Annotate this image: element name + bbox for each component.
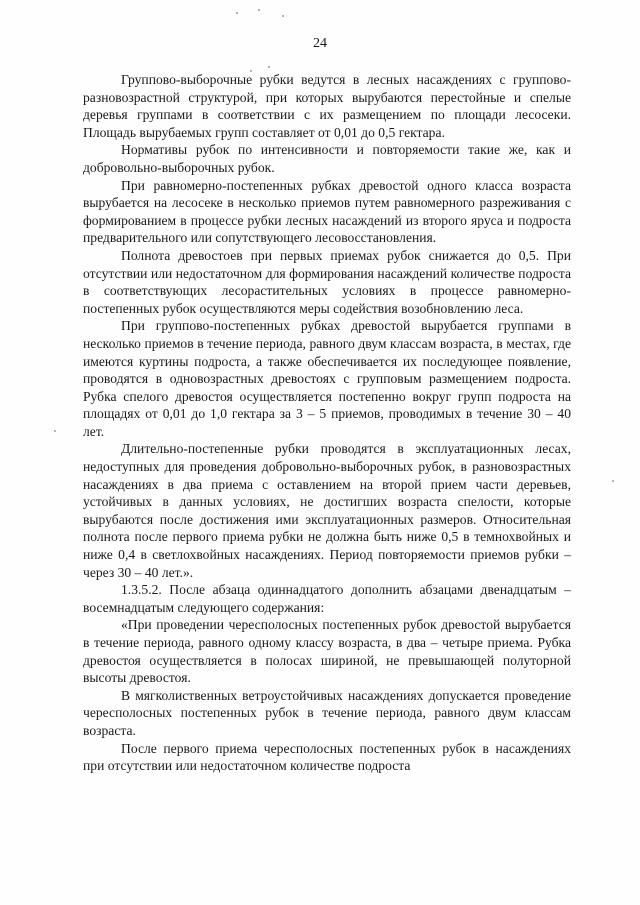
document-body <box>83 71 571 775</box>
paragraph-soft-leaved: В мягколиственных ветроустойчивых насаждениях допускается проведение чересполосных постепенных рубок в течение периода, равного двум классам возраста. <box>83 687 571 738</box>
paragraph-strip-gradual: «При проведении чересполосных постепенных рубок древостой вырубается в течение периода, равного одному классу возраста, в два – четыре приема. Рубка древостоя осуществляется в полосах шириной, не превышающей полуторной высоты древостоя. <box>83 617 571 686</box>
paragraph-group-gradual: При группово-постепенных рубках древостой вырубается группами в несколько приемов в течение периода, равного двум классам возраста, в местах, где имеются куртины подроста, а также обеспечивается их последующее появление, проводятся в одновозрастных древостоях с групповым размещением подроста. Рубка спелого древостоя осуществляется постепенно вокруг групп подроста на площадях от 0,01 до 1,0 гектара за 3 – 5 приемов, проводимых в течение 30 – 40 лет. <box>83 318 571 439</box>
paragraph-group-selective: Группово-выборочные рубки ведутся в лесных насаждениях с группово-разновозрастной структурой, при которых вырубаются перестойные и спелые деревья группами в соответствии с их размещением по площади лесосеки. Площадь вырубаемых групп составляет от 0,01 до 0,5 гектара. <box>83 72 571 140</box>
paragraph-amendment: 1.3.5.2. После абзаца одиннадцатого дополнить абзацами двенадцатым – восемнадцатым следующего содержания: <box>83 582 571 615</box>
scan-speck <box>282 15 284 17</box>
scan-speck <box>258 9 260 11</box>
scan-speck <box>268 66 270 68</box>
scan-speck <box>236 12 238 14</box>
scan-speck <box>612 480 614 482</box>
page-number: 24 <box>313 36 327 51</box>
paragraph-stand-density: Полнота древостоев при первых приемах рубок снижается до 0,5. При отсутствии или недостаточном для формирования насаждений количестве подроста в соответствующих лесорастительных условиях в процессе равномерно-постепенных рубок осуществляются меры содействия возобновлению леса. <box>83 247 571 316</box>
scan-speck <box>54 430 56 432</box>
scan-speck <box>250 70 252 72</box>
paragraph-norms: Нормативы рубок по интенсивности и повторяемости такие же, как и добровольно-выборочных рубок. <box>83 142 571 175</box>
paragraph-uniform-gradual: При равномерно-постепенных рубках древостой одного класса возраста вырубается на лесосеке в несколько приемов путем равномерного разреживания с формированием в процессе рубки лесных насаждений из второго яруса и подроста предварительного или сопутствующего лесовосстановления. <box>83 177 571 246</box>
paragraph-after-first: После первого приема чересполосных постепенных рубок в насаждениях при отсутствии или недостаточном количестве подроста <box>83 740 571 774</box>
paragraph-long-gradual: Длительно-постепенные рубки проводятся в эксплуатационных лесах, недоступных для проведения добровольно-выборочных рубок, в разновозрастных насаждениях в два приема с оставлением на второй прием части деревьев, устойчивых в данных условиях, не достигших возраста спелости, которые вырубаются после достижения ими эксплуатационных размеров. Относительная полнота после первого приема рубки не должна быть ниже 0,5 в темнохвойных и ниже 0,4 в светлохвойных насаждениях. Период повторяемости приемов рубки – через 30 – 40 лет.». <box>83 441 571 580</box>
